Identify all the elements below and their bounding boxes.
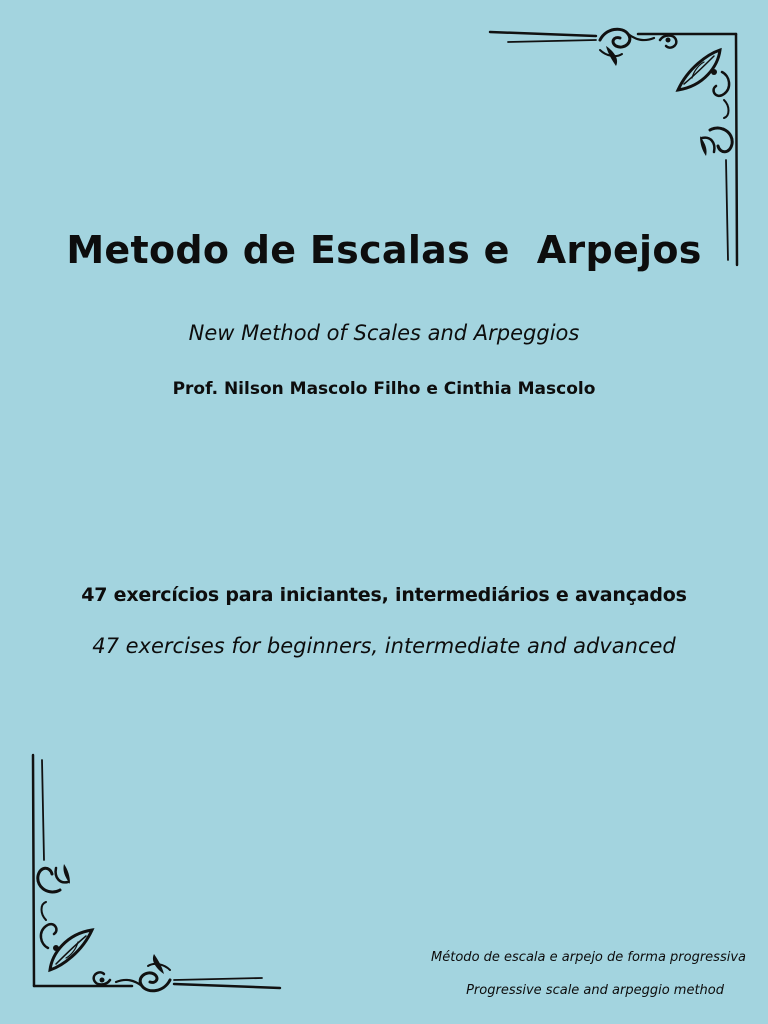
footer-english: Progressive scale and arpeggio method bbox=[466, 983, 724, 998]
footer-portuguese: Método de escala e arpejo de forma progressiva bbox=[431, 950, 746, 965]
cover-subtitle: New Method of Scales and Arpeggios bbox=[188, 321, 580, 345]
exercises-english: 47 exercises for beginners, intermediate and advanced bbox=[92, 634, 676, 658]
cover-authors: Prof. Nilson Mascolo Filho e Cinthia Mascolo bbox=[172, 379, 596, 399]
exercises-portuguese: 47 exercícios para iniciantes, intermediários e avançados bbox=[81, 584, 687, 606]
cover-title: Metodo de Escalas e Arpejos bbox=[66, 228, 702, 272]
corner-ornament-icon bbox=[22, 750, 282, 1000]
